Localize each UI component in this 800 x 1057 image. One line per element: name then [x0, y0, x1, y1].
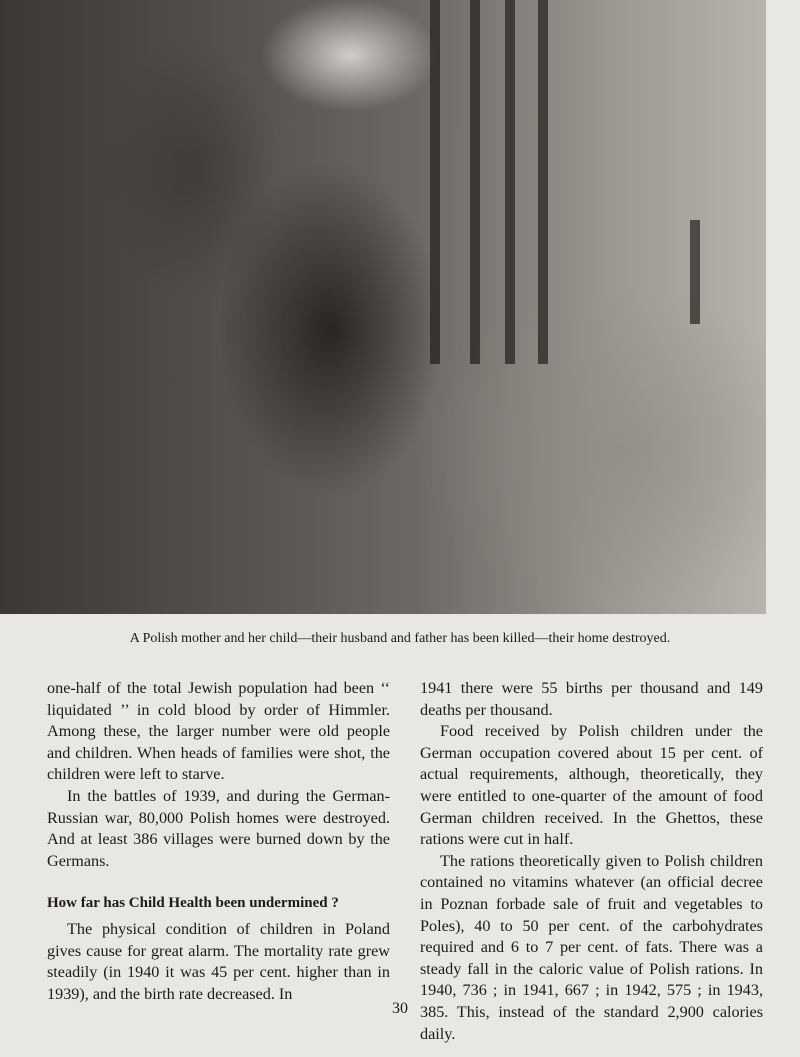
paragraph: The rations theoretically given to Polish children contained no vitamins whatever (an official decree in Poznan forbade sale of fruit and vegetables to Poles), 40 to 50 per cent. of the carbohydrates required and 6 to 7 per cent. of fats. There was a steady fall in the caloric value of Polish rations. In 1940, 736 ; in 1941, 667 ; in 1942, 575 ; in 1943, 385. This, instead of the standard 2,900 calories daily. [420, 851, 763, 1043]
paragraph: 1941 there were 55 births per thousand and 149 deaths per thousand. [420, 679, 763, 719]
photo-detail [690, 220, 700, 324]
left-column-continued [47, 919, 390, 1005]
photo-detail [470, 0, 480, 364]
photo-caption: A Polish mother and her child—their husband and father has been killed—their home destroyed. [129, 631, 671, 646]
photo-detail [505, 0, 515, 364]
paragraph: Food received by Polish children under the German occupation covered about 15 per cent. of actual requirements, although, theoretically, they were entitled to one-quarter of the amount of food German children received. In the Ghettos, these rations were cut in half. [420, 722, 763, 849]
photo-detail [538, 0, 548, 364]
page-number: 30 [392, 1000, 408, 1017]
section-heading: How far has Child Health been undermined ? [47, 895, 339, 911]
left-column [47, 678, 390, 872]
right-column [420, 678, 763, 1045]
paragraph: In the battles of 1939, and during the German-Russian war, 80,000 Polish homes were destroyed. And at least 386 villages were burned down by the Germans. [47, 786, 390, 870]
photo-detail [430, 0, 440, 364]
paragraph: The physical condition of children in Poland gives cause for great alarm. The mortality rate grew steadily (in 1940 it was 45 per cent. higher than in 1939), and the birth rate decreased. In [47, 920, 390, 1003]
paragraph: one-half of the total Jewish population had been ‘‘ liquidated ’’ in cold blood by order of Himmler. Among these, the larger number were old people and children. When heads of families were shot, the children were left to starve. [47, 679, 390, 784]
